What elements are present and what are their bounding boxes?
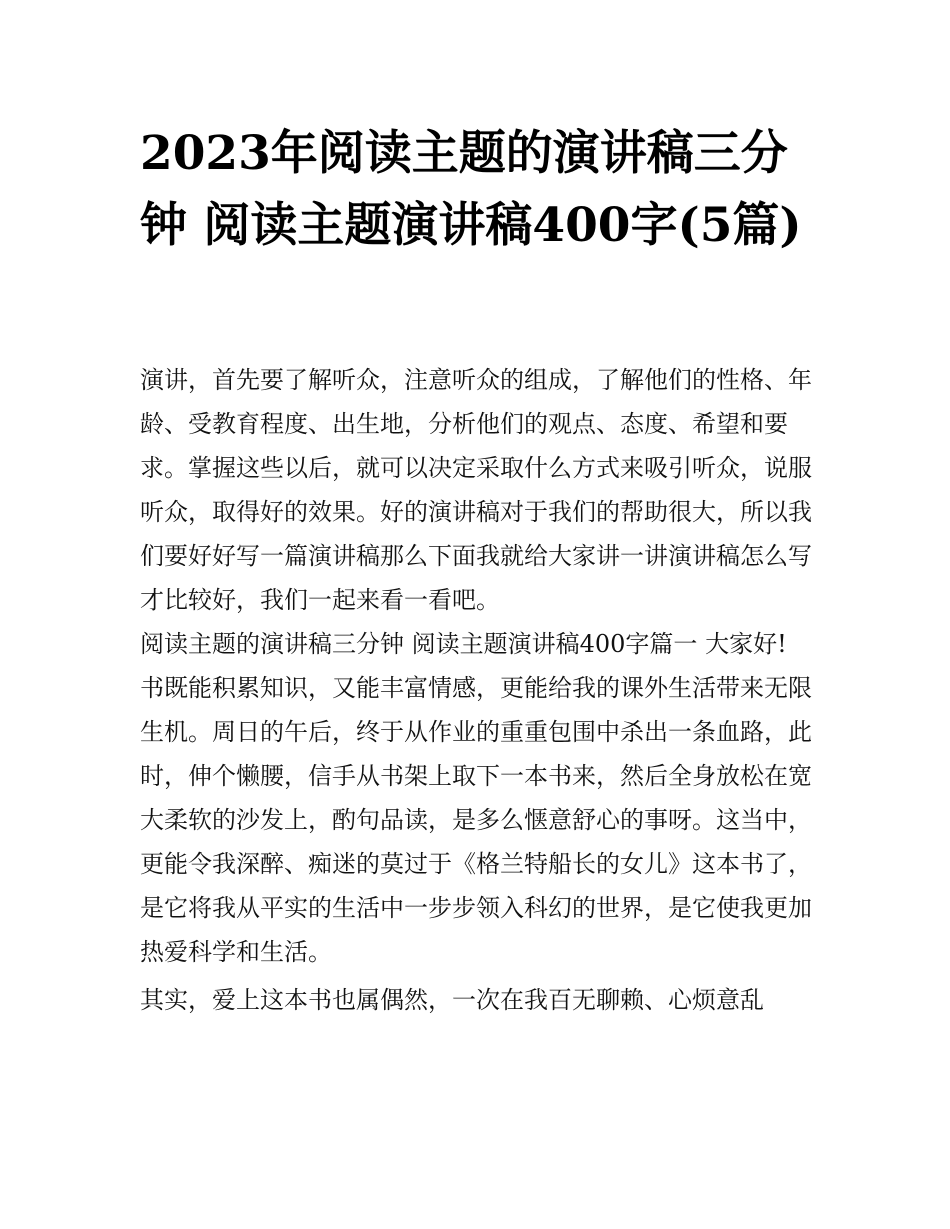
paragraph-section-heading: 阅读主题的演讲稿三分钟 阅读主题演讲稿400字篇一 大家好! bbox=[140, 630, 787, 658]
paragraph-continued: 其实，爱上这本书也属偶然，一次在我百无聊赖、心烦意乱 bbox=[140, 986, 764, 1014]
document-body bbox=[140, 358, 820, 1022]
paragraph-intro: 演讲，首先要了解听众，注意听众的组成，了解他们的性格、年龄、受教育程度、出生地，分析他们的观点、态度、希望和要求。掌握这些以后，就可以决定采取什么方式来吸引听众，说服听众，取得好的效果。好的演讲稿对于我们的帮助很大，所以我们要好好写一篇演讲稿那么下面我就给大家讲一讲演讲稿怎么写才比较好，我们一起来看一看吧。 bbox=[140, 366, 812, 614]
document-title: 2023年阅读主题的演讲稿三分钟 阅读主题演讲稿400字(5篇) bbox=[140, 126, 802, 253]
paragraph-book: 书既能积累知识，又能丰富情感，更能给我的课外生活带来无限生机。周日的午后，终于从作业的重重包围中杀出一条血路，此时，伸个懒腰，信手从书架上取下一本书来，然后全身放松在宽大柔软的沙发上，酌句品读，是多么惬意舒心的事呀。这当中，更能令我深醉、痴迷的莫过于《格兰特船长的女儿》这本书了，是它将我从平实的生活中一步步领入科幻的世界，是它使我更加热爱科学和生活。 bbox=[140, 674, 812, 966]
